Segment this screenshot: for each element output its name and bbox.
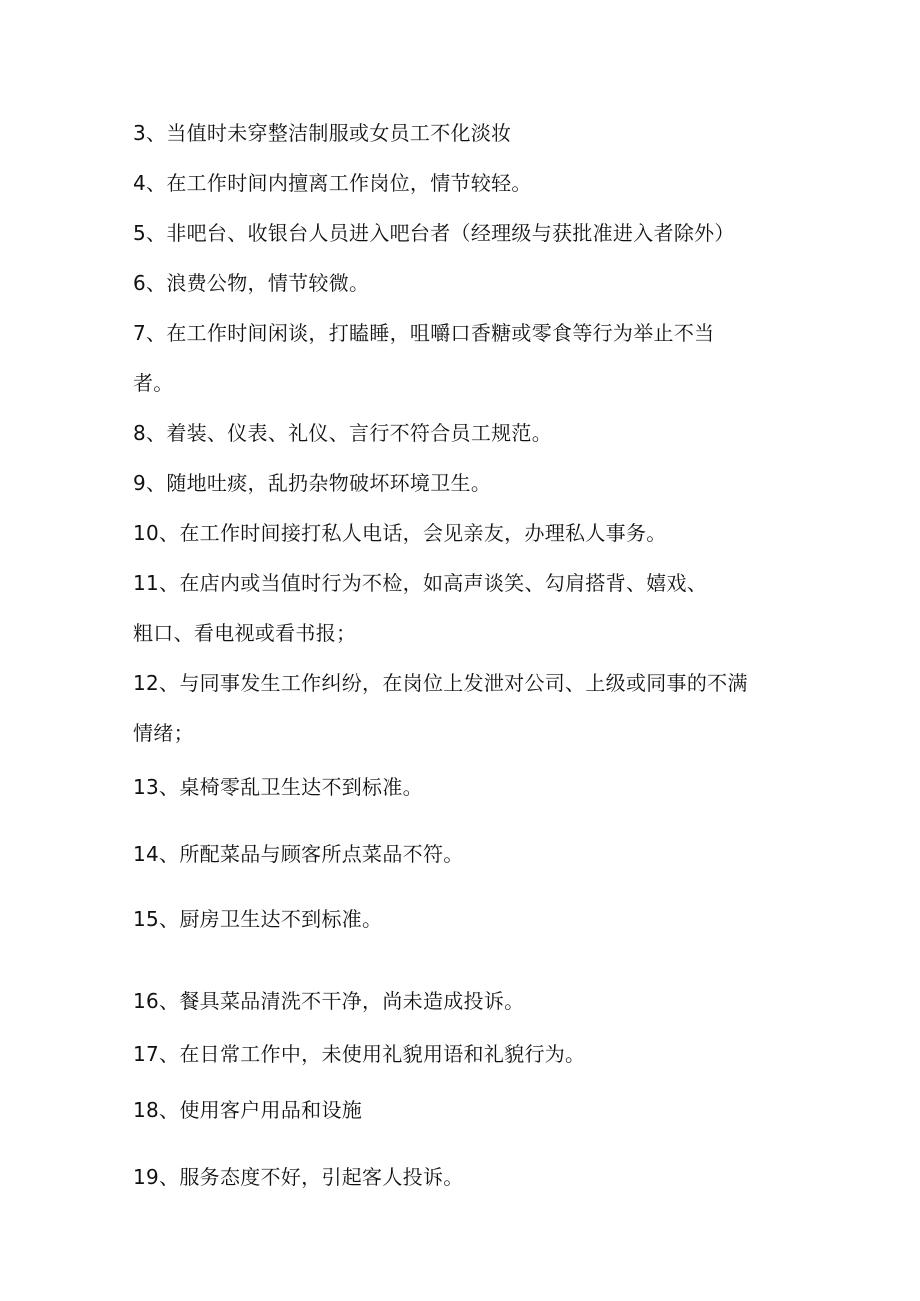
- rule-item-19: 19、服务态度不好，引起客人投诉。: [133, 1165, 464, 1189]
- rule-item-18: 18、使用客户用品和设施: [133, 1098, 363, 1122]
- rule-item-11: 11、在店内或当值时行为不检，如高声谈笑、勾肩搭背、嬉戏、: [133, 571, 708, 595]
- rule-item-9: 9、随地吐痰，乱扔杂物破坏环境卫生。: [133, 471, 492, 495]
- rule-item-5: 5、非吧台、收银台人员进入吧台者（经理级与获批准进入者除外）: [133, 221, 735, 245]
- rule-item-6: 6、浪费公物，情节较微。: [133, 271, 370, 295]
- rule-item-3: 3、当值时未穿整洁制服或女员工不化淡妆: [133, 121, 512, 145]
- rule-item-7: 7、在工作时间闲谈，打瞌睡，咀嚼口香糖或零食等行为举止不当: [133, 321, 715, 345]
- rule-item-16: 16、餐具菜品清洗不干净，尚未造成投诉。: [133, 989, 525, 1013]
- rule-item-4: 4、在工作时间内擅离工作岗位，情节较轻。: [133, 171, 532, 195]
- rule-item-7-continued: 者。: [133, 371, 174, 395]
- rule-item-12-continued: 情绪；: [133, 721, 194, 745]
- rule-item-15: 15、厨房卫生达不到标准。: [133, 907, 383, 931]
- rule-item-13: 13、桌椅零乱卫生达不到标准。: [133, 775, 423, 799]
- rule-item-12: 12、与同事发生工作纠纷，在岗位上发泄对公司、上级或同事的不满: [133, 671, 748, 695]
- rule-item-17: 17、在日常工作中，未使用礼貌用语和礼貌行为。: [133, 1042, 586, 1066]
- rule-item-11-continued: 粗口、看电视或看书报；: [133, 621, 357, 645]
- rule-item-14: 14、所配菜品与顾客所点菜品不符。: [133, 842, 464, 866]
- rule-item-8: 8、着装、仪表、礼仪、言行不符合员工规范。: [133, 421, 553, 445]
- rule-item-10: 10、在工作时间接打私人电话，会见亲友，办理私人事务。: [133, 521, 667, 545]
